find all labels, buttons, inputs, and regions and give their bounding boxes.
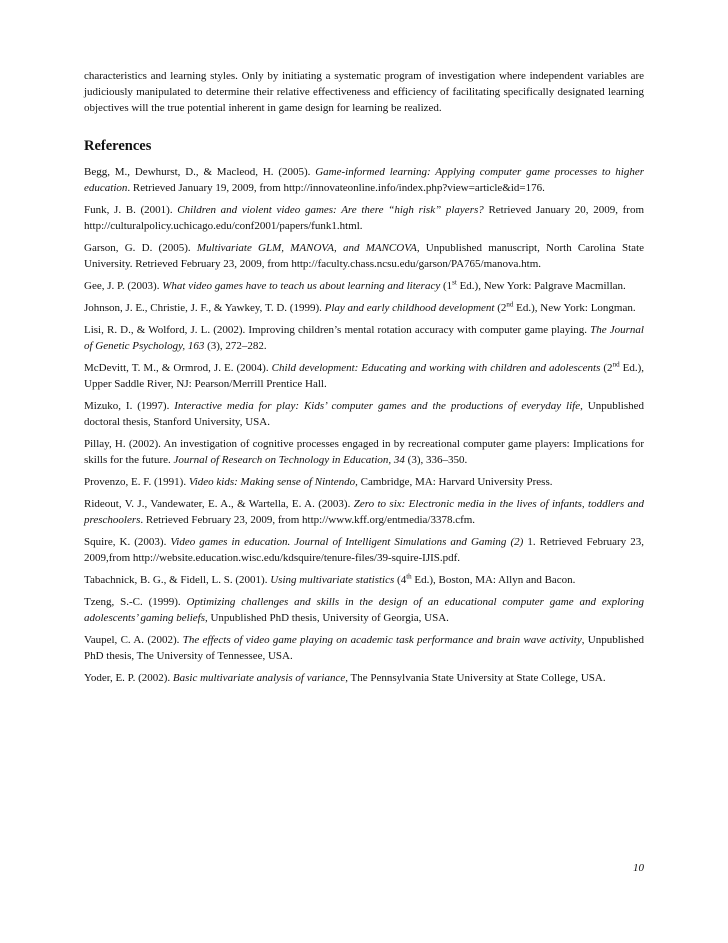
reference-text: Garson, G. D. (2005).	[84, 242, 197, 254]
reference-text: (3), 272–282.	[204, 340, 267, 352]
reference-ordinal: st	[452, 278, 457, 287]
reference-entry	[84, 594, 644, 626]
page-body	[84, 68, 644, 692]
reference-text: (2	[494, 302, 507, 314]
reference-entry	[84, 398, 644, 430]
reference-text: Tzeng, S.-C. (1999).	[84, 596, 187, 608]
reference-text: Pillay, H. (2002). An investigation of cognitive processes engaged in by recreational computer game players: Implications for skills for the future.	[84, 438, 644, 466]
reference-title: Using multivariate statistics	[270, 574, 395, 586]
reference-text: , The Pennsylvania State University at State College, USA.	[345, 672, 606, 684]
reference-text: Vaupel, C. A. (2002).	[84, 634, 183, 646]
reference-title: What video games have to teach us about learning and literacy	[162, 280, 441, 292]
reference-entry	[84, 360, 644, 392]
reference-entry	[84, 202, 644, 234]
reference-text: Ed.), Upper Saddle River, NJ: Pearson/Merrill Prentice Hall.	[84, 362, 644, 390]
reference-text: (2	[600, 362, 613, 374]
reference-text: (1	[440, 280, 453, 292]
reference-title: Multivariate GLM, MANOVA, and MANCOVA	[196, 242, 417, 254]
reference-text: , Cambridge, MA: Harvard University Press.	[355, 476, 553, 488]
reference-text: Begg, M., Dewhurst, D., & Macleod, H. (2005).	[84, 166, 316, 178]
reference-text: Rideout, V. J., Vandewater, E. A., & Wartella, E. A. (2003).	[84, 498, 354, 510]
reference-text: , Unpublished doctoral thesis, Stanford University, USA.	[84, 400, 644, 428]
reference-text: Tabachnick, B. G., & Fidell, L. S. (2001).	[84, 574, 271, 586]
reference-text: Ed.), New York: Palgrave Macmillan.	[456, 280, 626, 292]
reference-entry	[84, 534, 644, 566]
reference-text: . Retrieved January 19, 2009, from http://innovateonline.info/index.php?view=article&id=176.	[127, 182, 545, 194]
references-list	[84, 164, 644, 686]
reference-entry	[84, 278, 644, 294]
reference-text: , Unpublished PhD thesis, The University of Tennessee, USA.	[84, 634, 644, 662]
reference-text: , Unpublished PhD thesis, University of Georgia, USA.	[204, 612, 449, 624]
reference-text: Lisi, R. D., & Wolford, J. L. (2002). Improving children’s mental rotation accuracy with computer game playing.	[84, 324, 591, 336]
reference-text: Johnson, J. E., Christie, J. F., & Yawkey, T. D. (1999).	[84, 302, 325, 314]
references-heading: References	[84, 138, 152, 154]
reference-entry	[84, 300, 644, 316]
reference-title: The effects of video game playing on academic task performance and brain wave activity	[182, 634, 582, 646]
reference-entry	[84, 164, 644, 196]
reference-title: Child development: Educating and working with children and adolescents	[271, 362, 601, 374]
reference-text: Yoder, E. P. (2002).	[84, 672, 173, 684]
reference-entry	[84, 632, 644, 664]
reference-title: Interactive media for play: Kids’ computer games and the productions of everyday life	[174, 400, 581, 412]
reference-entry	[84, 572, 644, 588]
reference-text: Provenzo, E. F. (1991).	[84, 476, 189, 488]
reference-text: McDevitt, T. M., & Ormrod, J. E. (2004).	[84, 362, 272, 374]
reference-title: Zero to six: Electronic media in the lives of infants, toddlers and preschoolers	[84, 498, 644, 526]
reference-text: Funk, J. B. (2001).	[84, 204, 178, 216]
reference-text: Ed.), Boston, MA: Allyn and Bacon.	[411, 574, 576, 586]
reference-entry	[84, 496, 644, 528]
reference-text: Ed.), New York: Longman.	[513, 302, 636, 314]
reference-text: Gee, J. P. (2003).	[84, 280, 163, 292]
reference-ordinal: nd	[612, 360, 620, 369]
reference-title: Video kids: Making sense of Nintendo	[188, 476, 356, 488]
reference-title: Journal of Research on Technology in Education, 34	[173, 454, 405, 466]
reference-text: 1. Retrieved February 23, 2009,from http://website.education.wisc.edu/kdsquire/tenure-files/39-squire-IJIS.pdf.	[84, 536, 644, 564]
reference-title: The Journal of Genetic Psychology, 163	[84, 324, 644, 352]
reference-title: Children and violent video games: Are there “high risk” players?	[177, 204, 484, 216]
reference-entry	[84, 436, 644, 468]
reference-ordinal: nd	[506, 300, 514, 309]
reference-title: Video games in education. Journal of Intelligent Simulations and Gaming (2)	[170, 536, 524, 548]
reference-text: (4	[394, 574, 407, 586]
reference-text: (3), 336–350.	[404, 454, 468, 466]
reference-ordinal: th	[406, 572, 412, 581]
reference-title: Optimizing challenges and skills in the design of an educational computer game and exploring adolescents’ gaming beliefs	[84, 596, 644, 624]
reference-entry	[84, 474, 644, 490]
reference-text: Mizuko, I. (1997).	[84, 400, 175, 412]
intro-paragraph: characteristics and learning styles. Only by initiating a systematic program of investigation where independent variables are judiciously manipulated to determine their relative effectiveness and efficiency of facilitating specifically designated learning objectives will the true potential inherent in game design for learning be realized.	[84, 70, 644, 114]
reference-text: Squire, K. (2003).	[84, 536, 171, 548]
reference-title: Play and early childhood development	[324, 302, 495, 314]
reference-text: . Retrieved February 23, 2009, from http://www.kff.org/entmedia/3378.cfm.	[140, 514, 476, 526]
reference-title: Basic multivariate analysis of variance	[172, 672, 346, 684]
reference-title: Game-informed learning: Applying computer game processes to higher education	[84, 166, 644, 194]
reference-text: Retrieved January 20, 2009, from http://culturalpolicy.uchicago.edu/conf2001/papers/funk1.html.	[84, 204, 645, 232]
reference-text: , Unpublished manuscript, North Carolina State University. Retrieved February 23, 2009, from http://faculty.chass.ncsu.edu/garson/PA765/manova.htm.	[84, 242, 645, 270]
page-number: 10	[633, 862, 644, 874]
reference-entry	[84, 322, 644, 354]
reference-entry	[84, 240, 644, 272]
reference-entry	[84, 670, 644, 686]
